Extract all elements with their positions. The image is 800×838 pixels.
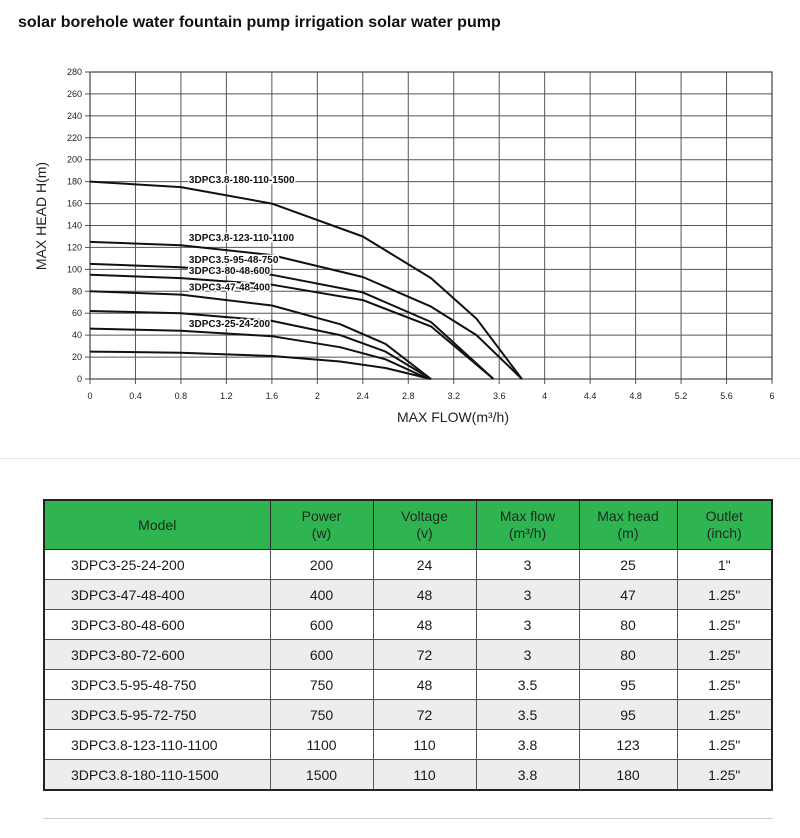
table-header-row <box>44 500 772 550</box>
column-header-title: Power <box>301 508 342 524</box>
model-cell: 3DPC3.8-123-110-1100 <box>44 730 270 760</box>
y-tick-label: 100 <box>66 264 82 275</box>
column-header-unit: (m) <box>617 525 639 541</box>
y-tick-label: 160 <box>66 198 82 209</box>
table-cell: 1.25" <box>677 670 772 700</box>
table-cell: 600 <box>270 640 373 670</box>
table-cell: 110 <box>373 760 476 791</box>
table-cell: 1.25" <box>677 730 772 760</box>
table-row <box>44 640 772 670</box>
y-tick-label: 180 <box>66 176 82 187</box>
table-body <box>44 550 772 791</box>
y-tick-label: 120 <box>66 242 82 253</box>
model-cell: 3DPC3-47-48-400 <box>44 580 270 610</box>
table-cell: 1.25" <box>677 640 772 670</box>
x-tick-label: 5.6 <box>720 391 733 401</box>
table-cell: 1.25" <box>677 760 772 791</box>
table-row <box>44 550 772 580</box>
column-header <box>373 500 476 550</box>
chart-axes <box>67 67 775 401</box>
y-tick-label: 60 <box>71 308 82 319</box>
column-header-title: Outlet <box>705 508 743 524</box>
table-cell: 72 <box>373 700 476 730</box>
x-tick-label: 2.8 <box>402 391 415 401</box>
table-row <box>44 700 772 730</box>
table-cell: 95 <box>579 670 677 700</box>
table-row <box>44 670 772 700</box>
table-row <box>44 580 772 610</box>
y-tick-label: 240 <box>66 110 82 121</box>
table-cell: 110 <box>373 730 476 760</box>
table-cell: 1.25" <box>677 700 772 730</box>
table-row <box>44 730 772 760</box>
table-cell: 48 <box>373 670 476 700</box>
table-cell: 3.8 <box>476 760 579 791</box>
table-cell: 600 <box>270 610 373 640</box>
column-header <box>270 500 373 550</box>
table-cell: 200 <box>270 550 373 580</box>
column-header <box>476 500 579 550</box>
x-axis-label: MAX FLOW(m³/h) <box>397 409 509 425</box>
x-tick-label: 0.4 <box>129 391 142 401</box>
model-cell: 3DPC3-80-48-600 <box>44 610 270 640</box>
series-label: 3DPC3.8-123-110-1100 <box>188 233 295 245</box>
column-header-unit: (inch) <box>706 525 742 541</box>
section-divider <box>0 458 800 459</box>
table-cell: 25 <box>579 550 677 580</box>
table-cell: 400 <box>270 580 373 610</box>
y-tick-label: 220 <box>66 132 82 143</box>
table-cell: 47 <box>579 580 677 610</box>
x-tick-label: 3.6 <box>492 391 506 401</box>
column-header-unit: (v) <box>416 525 433 541</box>
model-cell: 3DPC3.8-180-110-1500 <box>44 760 270 791</box>
bottom-divider <box>43 818 773 819</box>
x-tick-label: 0.8 <box>174 391 188 401</box>
x-tick-label: 4 <box>542 391 548 401</box>
x-tick-label: 5.2 <box>674 391 688 401</box>
series-curve <box>90 329 429 379</box>
y-tick-label: 40 <box>71 330 82 341</box>
series-label: 3DPC3.8-180-110-1500 <box>188 175 295 187</box>
table-cell: 1" <box>677 550 772 580</box>
y-tick-label: 80 <box>71 286 82 297</box>
table-cell: 180 <box>579 760 677 791</box>
series-curve <box>90 275 494 379</box>
table-cell: 1100 <box>270 730 373 760</box>
column-header-unit: (w) <box>311 525 332 541</box>
table-cell: 3 <box>476 610 579 640</box>
table-row <box>44 760 772 791</box>
x-tick-label: 4.4 <box>583 391 597 401</box>
y-tick-label: 20 <box>71 352 82 363</box>
model-cell: 3DPC3-25-24-200 <box>44 550 270 580</box>
column-header-title: Voltage <box>401 508 448 524</box>
column-header <box>677 500 772 550</box>
y-tick-label: 280 <box>66 67 82 77</box>
table-cell: 72 <box>373 640 476 670</box>
table-cell: 95 <box>579 700 677 730</box>
table-cell: 3.5 <box>476 700 579 730</box>
series-label: 3DPC3-25-24-200 <box>188 318 271 330</box>
x-tick-label: 4.8 <box>629 391 642 401</box>
series-label: 3DPC3.5-95-48-750 <box>188 255 279 267</box>
pump-spec-table <box>43 499 773 791</box>
table-cell: 123 <box>579 730 677 760</box>
table-row <box>44 610 772 640</box>
y-tick-label: 260 <box>66 88 82 99</box>
table-cell: 80 <box>579 640 677 670</box>
y-tick-label: 140 <box>66 220 82 231</box>
table-cell: 1.25" <box>677 610 772 640</box>
table-cell: 1.25" <box>677 580 772 610</box>
table-cell: 48 <box>373 610 476 640</box>
table-cell: 24 <box>373 550 476 580</box>
series-label: 3DPC3-47-48-400 <box>188 282 271 294</box>
chart-grid <box>90 72 772 379</box>
y-axis-label: MAX HEAD H(m) <box>33 161 49 271</box>
column-header-title: Max flow <box>499 508 556 524</box>
table-cell: 750 <box>270 700 373 730</box>
x-tick-label: 6 <box>769 391 775 401</box>
table-cell: 3.5 <box>476 670 579 700</box>
table-cell: 3.8 <box>476 730 579 760</box>
column-header-title: Max head <box>597 508 659 524</box>
x-tick-label: 2.4 <box>356 391 370 401</box>
x-tick-label: 3.2 <box>447 391 460 401</box>
x-tick-label: 1.2 <box>220 391 233 401</box>
x-tick-label: 1.6 <box>265 391 279 401</box>
table-cell: 3 <box>476 580 579 610</box>
x-tick-label: 2 <box>314 391 320 401</box>
table-cell: 3 <box>476 640 579 670</box>
column-header <box>44 500 270 550</box>
table-cell: 48 <box>373 580 476 610</box>
column-header-title: Model <box>138 516 177 533</box>
table-cell: 1500 <box>270 760 373 791</box>
series-label: 3DPC3-80-48-600 <box>188 266 271 278</box>
series-curve <box>90 352 431 379</box>
model-cell: 3DPC3.5-95-72-750 <box>44 700 270 730</box>
chart-series <box>90 175 522 379</box>
pump-performance-chart <box>0 50 800 450</box>
model-cell: 3DPC3.5-95-48-750 <box>44 670 270 700</box>
y-tick-label: 0 <box>76 374 82 384</box>
column-header-unit: (m³/h) <box>508 525 547 541</box>
column-header <box>579 500 677 550</box>
y-tick-label: 200 <box>66 154 82 165</box>
x-tick-label: 0 <box>87 391 93 401</box>
model-cell: 3DPC3-80-72-600 <box>44 640 270 670</box>
table-cell: 80 <box>579 610 677 640</box>
page-title: solar borehole water fountain pump irrigation solar water pump <box>18 14 501 31</box>
table-cell: 3 <box>476 550 579 580</box>
table-cell: 750 <box>270 670 373 700</box>
